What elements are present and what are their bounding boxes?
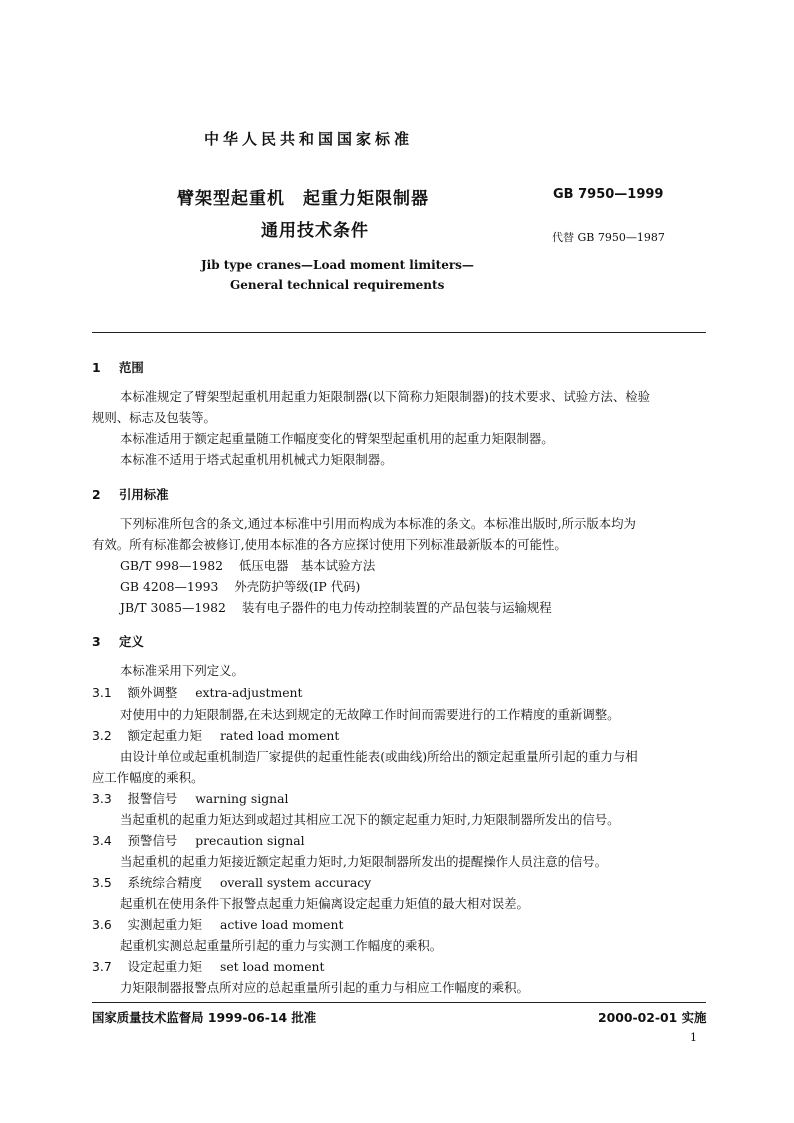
section-1-heading [92, 358, 144, 376]
paragraph: 规则、标志及包装等。 [92, 410, 216, 425]
reference-item [120, 576, 360, 597]
term-definition: 对使用中的力矩限制器,在未达到规定的无故障工作时间而需要进行的工作精度的重新调整。 [120, 707, 620, 722]
paragraph: 有效。所有标准都会被修订,使用本标准的各方应探讨使用下列标准最新版本的可能性。 [92, 537, 567, 552]
term-number: 3.7 [92, 959, 112, 974]
term-english: warning signal [195, 791, 289, 806]
replaces-standard: 代替 GB 7950—1987 [552, 231, 665, 244]
section-title: 定义 [118, 634, 144, 649]
section-number: 3 [92, 634, 101, 649]
reference-item [120, 555, 375, 576]
term-number: 3.4 [92, 833, 112, 848]
paragraph: 本标准采用下列定义。 [120, 663, 244, 678]
term-heading [92, 682, 303, 703]
term-number: 3.2 [92, 728, 112, 743]
term-number: 3.6 [92, 917, 112, 932]
section-title: 引用标准 [118, 487, 169, 502]
effective-date: 2000-02-01 实施 [598, 1010, 707, 1025]
document-title-line1: 臂架型起重机 起重力矩限制器 [177, 189, 429, 209]
document-title-line2: 通用技术条件 [261, 221, 369, 241]
term-chinese: 实测起重力矩 [127, 917, 203, 932]
term-english: active load moment [219, 917, 344, 932]
term-heading [92, 830, 305, 851]
term-heading [92, 914, 343, 935]
footer-divider [92, 1002, 706, 1003]
term-definition: 应工作幅度的乘积。 [92, 770, 204, 785]
approval-note: 国家质量技术监督局 1999-06-14 批准 [92, 1010, 317, 1025]
term-heading [92, 725, 339, 746]
term-definition: 起重机在使用条件下报警点起重力矩偏离设定起重力矩值的最大相对误差。 [120, 896, 529, 911]
term-definition: 力矩限制器报警点所对应的总起重量所引起的重力与相应工作幅度的乘积。 [120, 980, 529, 995]
reference-code: GB/T 998—1982 [120, 558, 223, 573]
section-title: 范围 [118, 360, 144, 375]
paragraph: 本标准不适用于塔式起重机用机械式力矩限制器。 [120, 452, 393, 467]
term-english: set load moment [219, 959, 325, 974]
paragraph: 本标准适用于额定起重量随工作幅度变化的臂架型起重机用的起重力矩限制器。 [120, 431, 554, 446]
term-definition: 由设计单位或起重机制造厂家提供的起重性能表(或曲线)所给出的额定起重量所引起的重力与相 [120, 749, 638, 764]
reference-code: JB/T 3085—1982 [120, 600, 226, 615]
term-definition: 当起重机的起重力矩接近额定起重力矩时,力矩限制器所发出的提醒操作人员注意的信号。 [120, 854, 608, 869]
section-3-heading [92, 632, 144, 650]
national-standard-heading: 中华人民共和国国家标准 [204, 130, 414, 148]
term-english: extra-adjustment [195, 685, 303, 700]
term-chinese: 预警信号 [127, 833, 178, 848]
section-2-heading [92, 485, 169, 503]
term-number: 3.1 [92, 685, 112, 700]
section-number: 1 [92, 360, 101, 375]
english-title-line2: General technical requirements [230, 278, 445, 292]
page-number: 1 [690, 1031, 697, 1044]
term-english: rated load moment [219, 728, 340, 743]
paragraph: 下列标准所包含的条文,通过本标准中引用而构成为本标准的条文。本标准出版时,所示版本均为 [120, 516, 636, 531]
term-number: 3.5 [92, 875, 112, 890]
standard-code: GB 7950—1999 [553, 187, 664, 202]
term-definition: 当起重机的起重力矩达到或超过其相应工况下的额定起重力矩时,力矩限制器所发出的信号。 [120, 812, 620, 827]
reference-title: 低压电器 基本试验方法 [238, 558, 376, 573]
term-english: overall system accuracy [219, 875, 372, 890]
reference-item [120, 597, 552, 618]
paragraph: 本标准规定了臂架型起重机用起重力矩限制器(以下简称力矩限制器)的技术要求、试验方法、检验 [120, 389, 651, 404]
term-english: precaution signal [195, 833, 305, 848]
term-chinese: 系统综合精度 [127, 875, 203, 890]
term-heading [92, 872, 371, 893]
section-number: 2 [92, 487, 101, 502]
reference-code: GB 4208—1993 [120, 579, 219, 594]
term-chinese: 额外调整 [127, 685, 178, 700]
reference-title: 装有电子器件的电力传动控制装置的产品包装与运输规程 [241, 600, 552, 615]
term-chinese: 报警信号 [127, 791, 178, 806]
reference-title: 外壳防护等级(IP 代码) [234, 579, 361, 594]
header-divider [92, 332, 706, 333]
term-definition: 起重机实测总起重量所引起的重力与实测工作幅度的乘积。 [120, 938, 443, 953]
term-heading [92, 788, 288, 809]
english-title-line1: Jib type cranes—Load moment limiters— [201, 258, 474, 272]
term-heading [92, 956, 325, 977]
term-number: 3.3 [92, 791, 112, 806]
term-chinese: 设定起重力矩 [127, 959, 203, 974]
term-chinese: 额定起重力矩 [127, 728, 203, 743]
